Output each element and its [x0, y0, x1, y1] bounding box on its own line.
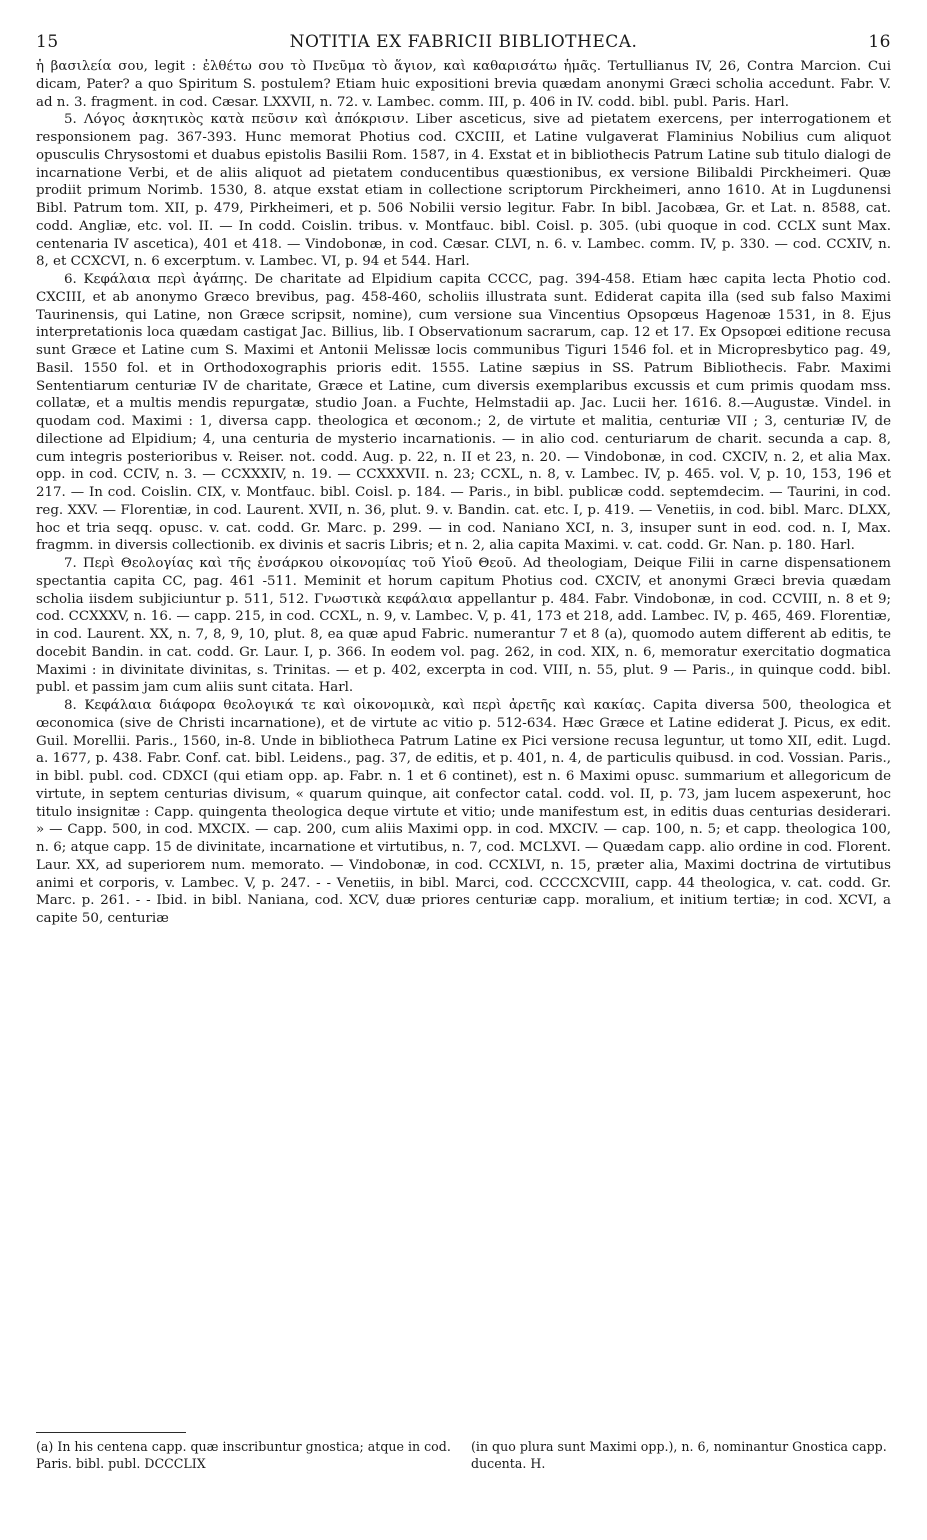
footnote-left-column: (a) In his centena capp. quæ inscribuntur gnostica; atque in cod. Paris. bibl. publ. DCCCLIX: [36, 1439, 451, 1471]
paragraph-continuation: ἡ βασιλεία σου, legit : ἐλθέτω σου τὸ Πνεῦμα τὸ ἅγιον, καὶ καθαρισάτω ἡμᾶς. Tertullianus IV, 26, Contra Marcion. Cui dicam, Pater? a quo Spiritum S. postulem? Etiam huic expositioni brevia quædam anonymi Græci scholia accedunt. Fabr. V. ad n. 3. fragment. in cod. Cæsar. LXXVII, n. 72. v. Lambec. comm. III, p. 406 in IV. codd. bibl. publ. Paris. Harl.: [36, 59, 891, 110]
paragraph-item-6: 6. Κεφάλαια περὶ ἀγάπης. De charitate ad Elpidium capita CCCC, pag. 394-458. Etiam hæc capita lecta Photio cod. CXCIII, et ab anonymo Græco brevibus, pag. 458-460, scholiis illustrata sunt. Ediderat capita illa (sed sub falso Maximi Taurinensis, qui Latine, non Græce scripsit, nomine), cum versione sua Vincentius Opsopœus Hagenoæ 1531, in 8. Ejus interpretationis loca quædam castigat Jac. Billius, lib. I Observationum sacrarum, cap. 12 et 17. Ex Opsopœi editione recusa sunt Græce et Latine cum S. Maximi et Antonii Melissæ locis communibus Tiguri 1546 fol. et in Micropresbytico pag. 49, Basil. 1550 fol. et in Orthodoxographis prioris edit. 1555. Latine sæpius in SS. Patrum Bibliothecis. Fabr. Maximi Sententiarum centuriæ IV de charitate, Græce et Latine, cum diversis exemplaribus excussis et cum primis quodam mss. collatæ, et a multis mendis repurgatæ, studio Joan. a Fuchte, Helmstadii ap. Jac. Lucii her. 1616. 8.—Augustæ. Vindel. in quodam cod. Maximi : 1, diversa capp. theologica et œconom.; 2, de virtute et malitia, centuriæ VII ; 3, centuriæ IV, de dilectione ad Elpidium; 4, una centuria de mysterio incarnationis. — in alio cod. centuriarum de charit. secunda a cap. 8, cum integris posterioribus v. Reiser. not. codd. Aug. p. 22, n. II et 23, n. 20. — Vindobonæ, in cod. CXCIV, n. 2, et alia Max. opp. in cod. CCIV, n. 3. — CCXXXIV, n. 19. — CCXXXVII. n. 23; CCXL, n. 8, v. Lambec. IV, p. 465. vol. V, p. 10, 153, 196 et 217. — In cod. Coislin. CIX, v. Montfauc. bibl. Coisl. p. 184. — Paris., in bibl. publicæ codd. septemdecim. — Taurini, in cod. reg. XXV. — Florentiæ, in cod. Laurent. XVII, n. 36, plut. 9. v. Bandin. cat. etc. I, p. 419. — Venetiis, in cod. bibl. Marc. DLXX, hoc et tria seqq. opusc. v. cat. codd. Gr. Marc. p. 299. — in cod. Naniano XCI, n. 3, insuper sunt in eod. cod. n. I, Max. fragmm. in diversis collectionib. ex divinis et sacris Libris; et n. 2, alia capita Maximi. v. cat. codd. Gr. Nan. p. 180. Harl.: [36, 272, 891, 554]
main-text: [36, 58, 891, 1418]
paragraph-item-7: 7. Περὶ Θεολογίας καὶ τῆς ἐνσάρκου οἰκονομίας τοῦ Υἱοῦ Θεοῦ. Ad theologiam, Deique Filii in carne dispensationem spectantia capita CC, pag. 461 -511. Meminit et horum capitum Photius cod. CXCIV, et anonymi Græci brevia quædam scholia iisdem subjiciuntur p. 511, 512. Γνωστικὰ κεφάλαια appellantur p. 484. Fabr. Vindobonæ, in cod. CCVIII, n. 8 et 9; cod. CCXXXV, n. 16. — capp. 215, in cod. CCXL, n. 9, v. Lambec. V, p. 41, 173 et 218, add. Lambec. IV, p. 465, 469. Florentiæ, in cod. Laurent. XX, n. 7, 8, 9, 10, plut. 8, ea quæ apud Fabric. numerantur 7 et 8 (a), quomodo autem different ab editis, te docebit Bandin. in cat. codd. Gr. Laur. I, p. 366. In eodem vol. pag. 262, in cod. XIX, n. 6, memoratur exercitatio dogmatica Maximi : in divinitate divinitas, s. Trinitas. — et p. 402, excerpta in cod. VIII, n. 55, plut. 9 — Paris., in quinque codd. bibl. publ. et passim jam cum aliis sunt citata. Harl.: [36, 556, 891, 696]
paragraph-item-5: 5. Λόγος ἀσκητικὸς κατὰ πεῦσιν καὶ ἀπόκρισιν. Liber asceticus, sive ad pietatem exercens, per interrogationem et responsionem pag. 367-393. Hunc memorat Photius cod. CXCIII, et Latine vulgaverat Flaminius Nobilius cum aliquot opusculis Chrysostomi et duabus epistolis Basilii Rom. 1587, in 4. Exstat et in bibliothecis Patrum Latine sub titulo dialogi de incarnatione Verbi, et de aliis aliquot ad pietatem conducentibus quæstionibus, ex versione Bilibaldi Pirckheimeri. Quæ prodiit primum Norimb. 1530, 8. atque exstat etiam in collectione scriptorum Pirckheimeri, anno 1610. At in Lugdunensi Bibl. Patrum tom. XII, p. 479, Pirkheimeri, et p. 506 Nobilii versio legitur. Fabr. In bibl. Jacobæa, Gr. et Lat. n. 8588, cat. codd. Angliæ, etc. vol. II. — In codd. Coislin. tribus. v. Montfauc. bibl. Coisl. p. 305. (ubi quoque in cod. CCLX sunt Max. centenaria IV ascetica), 401 et 418. — Vindobonæ, in cod. Cæsar. CLVI, n. 6. v. Lambec. comm. IV, p. 330. — cod. CCXIV, n. 8, et CCXCVI, n. 6 excerptum. v. Lambec. VI, p. 94 et 544. Harl.: [36, 112, 891, 270]
footnotes: [36, 1438, 891, 1478]
running-title: NOTITIA EX FABRICII BIBLIOTHECA.: [289, 32, 638, 52]
page-number-right: 16: [868, 32, 891, 52]
page-number-left: 15: [36, 32, 59, 52]
paragraph-item-8: 8. Κεφάλαια διάφορα θεολογικά τε καὶ οἰκονομικὰ, καὶ περὶ ἀρετῆς καὶ κακίας. Capita diversa 500, theologica et œconomica (sive de Christi incarnatione), et de virtute ac vitio p. 512-634. Hæc Græce et Latine ediderat J. Picus, ex edit. Guil. Morellii. Paris., 1560, in-8. Unde in bibliotheca Patrum Latine ex Pici versione recusa leguntur, ut tomo XII, edit. Lugd. a. 1677, p. 438. Fabr. Conf. cat. bibl. Leidens., pag. 37, de editis, et p. 401, n. 4, de particulis quibusd. in cod. Vossian. Paris., in bibl. publ. cod. CDXCI (qui etiam opp. ap. Fabr. n. 1 et 6 continet), est n. 6 Maximi opusc. summarium et allegoricum de virtute, in septem centurias divisum, « quarum quinque, ait confector catal. codd. vol. II, p. 73, jam lucem aspexerunt, hoc titulo insignitæ : Capp. quingenta theologica deque virtute et vitio; unde manifestum est, in editis duas centurias desiderari. » — Capp. 500, in cod. MXCIX. — cap. 200, cum aliis Maximi opp. in cod. MXCIV. — cap. 100, n. 5; et capp. theologica 100, n. 6; atque capp. 15 de divinitate, incarnatione et virtutibus, n. 7, cod. MCLXVI. — Quædam capp. alio ordine in cod. Florent. Laur. XX, ad superiorem num. memorato. — Vindobonæ, in cod. CCXLVI, n. 15, præter alia, Maximi doctrina de virtutibus animi et corporis, v. Lambec. V, p. 247. - - Venetiis, in bibl. Marci, cod. CCCCXCVIII, capp. 44 theologica, v. cat. codd. Gr. Marc. p. 261. - - Ibid. in bibl. Naniana, cod. XCV, duæ priores centuriæ capp. moralium, et initium tertiæ; in cod. XCVI, a capite 50, centuriæ: [36, 698, 891, 926]
footnote-right-column: (in quo plura sunt Maximi opp.), n. 6, nominantur Gnostica capp. ducenta. H.: [471, 1439, 887, 1471]
footnote-divider: [36, 1432, 186, 1433]
running-header: [36, 26, 891, 54]
